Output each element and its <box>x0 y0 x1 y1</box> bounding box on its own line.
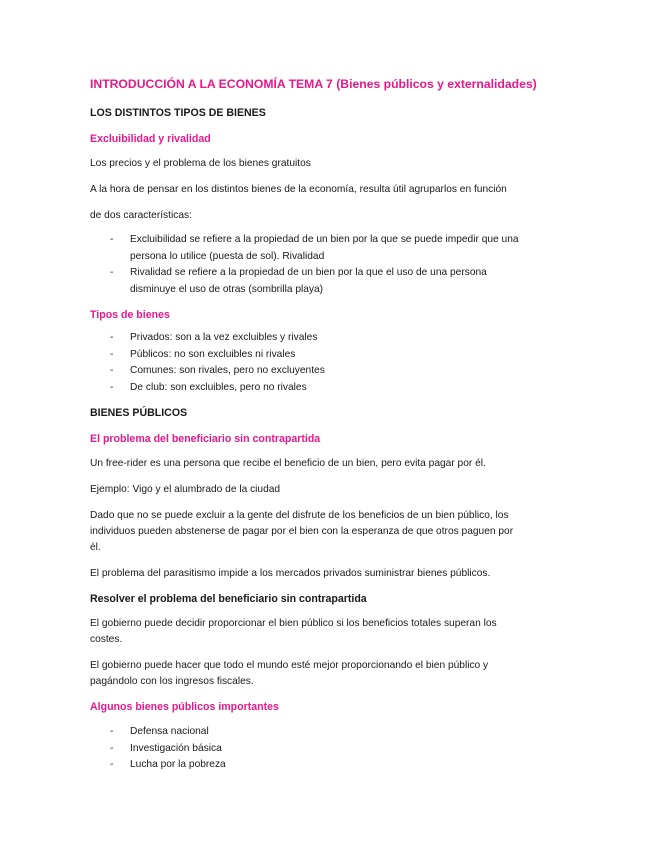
dash-marker: - <box>110 234 114 245</box>
paragraph-agrupar-line1: A la hora de pensar en los distintos bienes de la economía, resulta útil agruparlos en función <box>90 184 507 195</box>
paragraph-precios: Los precios y el problema de los bienes gratuitos <box>90 158 311 169</box>
list-item-text: disminuye el uso de otras (sombrilla playa) <box>130 283 324 295</box>
characteristics-list <box>90 232 570 298</box>
paragraph-gobierno-2-line2: pagándolo con los ingresos fiscales. <box>90 676 254 687</box>
list-item-text: Defensa nacional <box>130 726 209 737</box>
list-item-text: Investigación básica <box>130 742 222 754</box>
list-item-text: persona lo utilice (puesta de sol). Rivalidad <box>130 250 325 262</box>
list-item-text: Privados: son a la vez excluibles y rivales <box>130 332 318 343</box>
dash-marker: - <box>110 742 114 754</box>
paragraph-dado-line1: Dado que no se puede excluir a la gente del disfrute de los beneficios de un bien público, los <box>90 510 509 521</box>
dash-marker: - <box>110 348 114 360</box>
document-page <box>90 76 570 774</box>
section-heading-bienes-publicos: BIENES PÚBLICOS <box>90 407 188 419</box>
document-title: INTRODUCCIÓN A LA ECONOMÍA TEMA 7 (Bienes públicos y externalidades) <box>90 77 537 91</box>
section-heading-tipos-de-bienes: LOS DISTINTOS TIPOS DE BIENES <box>90 107 266 119</box>
subheading-bienes-importantes: Algunos bienes públicos importantes <box>90 701 279 713</box>
list-item-text: Rivalidad se refiere a la propiedad de un bien por la que el uso de una persona <box>130 267 487 278</box>
dash-marker: - <box>110 267 114 278</box>
list-item <box>90 330 570 347</box>
goods-types-list <box>90 330 570 396</box>
list-item-text: De club: son excluibles, pero no rivales <box>130 381 307 393</box>
list-item <box>90 265 570 298</box>
list-item <box>90 363 570 380</box>
subheading-excluibilidad-rivalidad: Excluibilidad y rivalidad <box>90 133 211 145</box>
paragraph-parasitismo: El problema del parasitismo impide a los mercados privados suministrar bienes públicos. <box>90 568 491 579</box>
list-item <box>90 757 570 774</box>
list-item <box>90 232 570 265</box>
paragraph-dado-line2: individuos pueden abstenerse de pagar por el bien con la esperanza de que otros paguen por <box>90 526 514 537</box>
paragraph-gobierno-1-line2: costes. <box>90 634 123 645</box>
list-item <box>90 741 570 758</box>
important-goods-list <box>90 724 570 774</box>
paragraph-free-rider: Un free-rider es una persona que recibe el beneficio de un bien, pero evita pagar por él. <box>90 458 486 469</box>
dash-marker: - <box>110 726 114 737</box>
list-item <box>90 724 570 741</box>
dash-marker: - <box>110 759 114 770</box>
dash-marker: - <box>110 332 114 343</box>
list-item-text: Comunes: son rivales, pero no excluyentes <box>130 365 325 376</box>
subheading-tipos-de-bienes: Tipos de bienes <box>90 309 170 321</box>
list-item-text: Excluibilidad se refiere a la propiedad de un bien por la que se puede impedir que una <box>130 234 519 245</box>
paragraph-gobierno-2-line1: El gobierno puede hacer que todo el mundo esté mejor proporcionando el bien público y <box>90 660 489 671</box>
dash-marker: - <box>110 365 114 376</box>
list-item <box>90 380 570 397</box>
subheading-beneficiario: El problema del beneficiario sin contrapartida <box>90 433 321 445</box>
subheading-resolver: Resolver el problema del beneficiario sin contrapartida <box>90 593 367 605</box>
list-item-text: Lucha por la pobreza <box>130 759 226 770</box>
paragraph-dado-line3: él. <box>90 542 101 553</box>
list-item <box>90 347 570 364</box>
dash-marker: - <box>110 381 114 393</box>
paragraph-gobierno-1-line1: El gobierno puede decidir proporcionar el bien público si los beneficios totales superan los <box>90 618 497 629</box>
paragraph-ejemplo: Ejemplo: Vigo y el alumbrado de la ciudad <box>90 484 281 495</box>
list-item-text: Públicos: no son excluibles ni rivales <box>130 348 296 360</box>
paragraph-agrupar-line2: de dos características: <box>90 210 192 221</box>
